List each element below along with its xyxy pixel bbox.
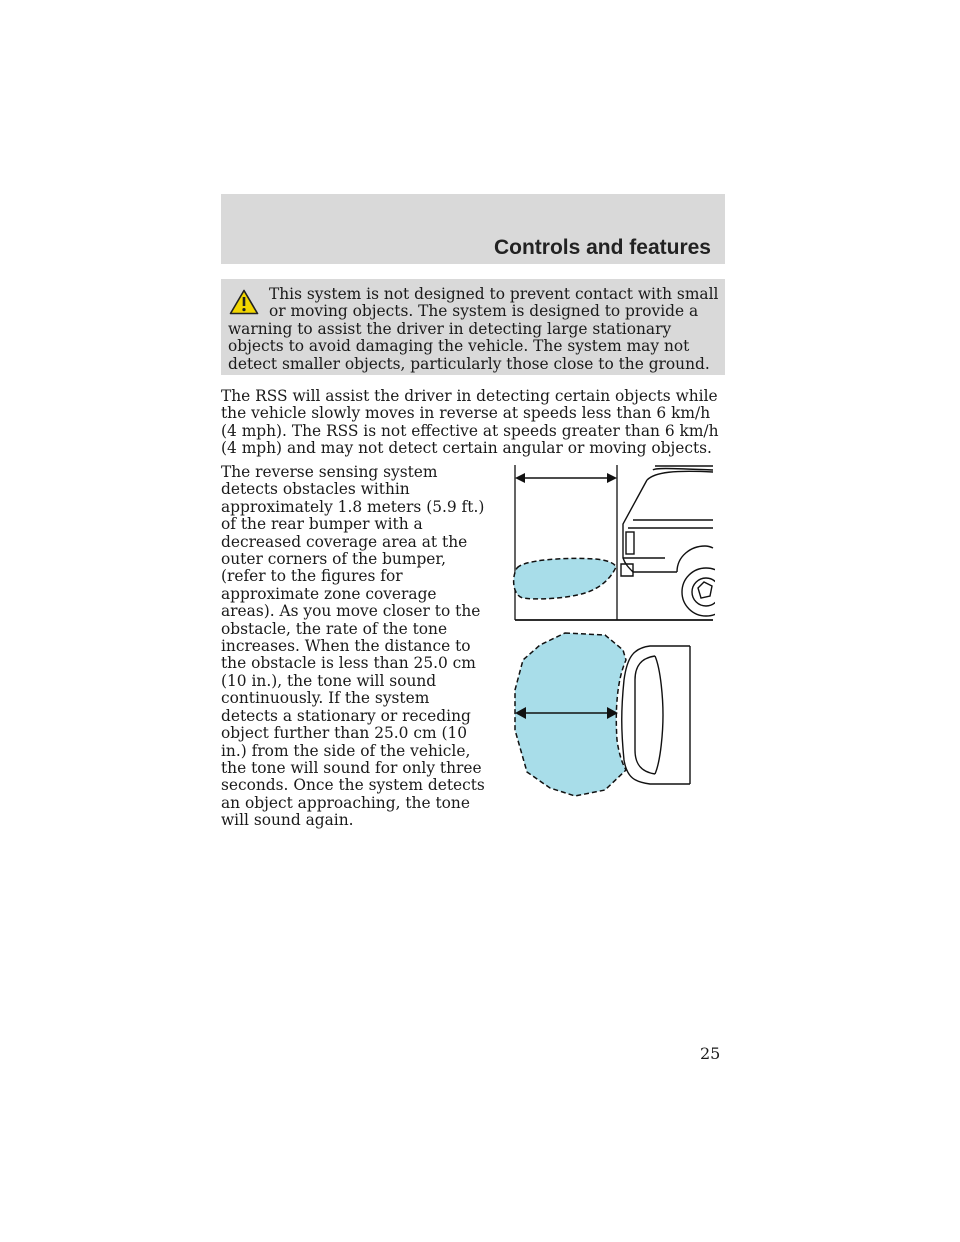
coverage-zone-paragraph: The reverse sensing system detects obstacles within approximately 1.8 meters (5.9 ft.) of the rear bumper with a decreased coverage area at the outer corners of the bumper, (refer to the figures for approximate zone coverage areas). As you move closer to the obstacle, the rate of the tone increases. When the distance to the obstacle is less than 25.0 cm (10 in.), the tone will sound continuously. If the system detects a stationary or receding object further than 25.0 cm (10 in.) from the side of the vehicle, the tone will sound for only three seconds. Once the system detects an object approaching, the tone will sound again. (221, 463, 485, 830)
rss-intro-paragraph: The RSS will assist the driver in detecting certain objects while the vehicle slowly moves in reverse at speeds less than 6 km/h (4 mph). The RSS is not effective at speeds greater than 6 km/h (4 mph) and may not detect certain angular or moving objects. (221, 387, 719, 458)
side-coverage-zone (514, 558, 616, 599)
top-view-coverage-figure (505, 630, 695, 800)
range-arrow-head-right (607, 473, 617, 483)
side-view-coverage-figure (505, 460, 715, 625)
section-title: Controls and features (493, 236, 711, 259)
warning-text: This system is not designed to prevent contact with small or moving objects. The system is designed to provide a warning to assist the driver in detecting large stationary objects to avoid damaging the vehicle. The system may not detect smaller objects, particularly those close to the ground. (228, 285, 719, 373)
vehicle-top-view (622, 646, 690, 784)
page-number: 25 (700, 1044, 721, 1063)
range-arrow-head-left (515, 473, 525, 483)
vehicle-rear-side-view (621, 466, 715, 616)
warning-box (221, 279, 725, 375)
header-band (221, 194, 725, 264)
